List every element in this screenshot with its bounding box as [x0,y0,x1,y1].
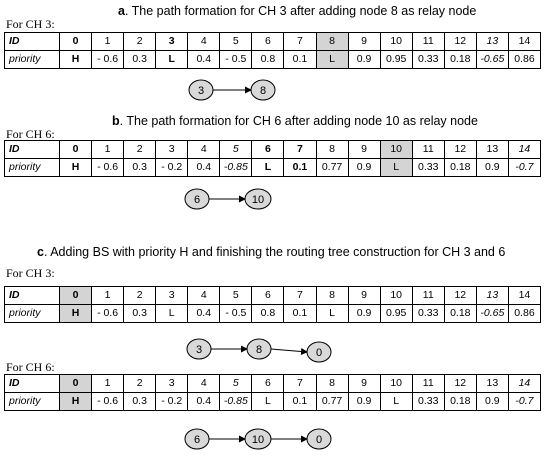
priority-cell: L [156,51,188,69]
priority-header: priority [5,305,60,323]
id-cell: 7 [284,141,316,159]
id-cell: 14 [508,287,540,305]
path-diagram [0,334,550,364]
priority-table [4,140,541,177]
path-node-label: 10 [251,194,265,206]
id-cell: 10 [380,375,412,393]
id-cell: 14 [508,141,540,159]
id-cell: 12 [444,33,476,51]
priority-cell: 0.4 [188,393,220,411]
id-cell: 12 [444,375,476,393]
priority-cell: 0.1 [284,393,316,411]
id-cell: 12 [444,141,476,159]
priority-cell: 0.33 [412,305,444,323]
id-header: ID [5,33,60,51]
priority-cell: 0.33 [412,159,444,177]
path-node-label: 8 [259,85,267,97]
priority-cell: 0.1 [284,305,316,323]
priority-cell: 0.1 [284,159,316,177]
priority-cell: - 0.5 [220,51,252,69]
id-cell: 0 [60,375,92,393]
id-cell: 13 [476,33,508,51]
priority-cell: -0.85 [220,159,252,177]
path-node-label: 3 [195,344,203,356]
priority-cell: L [252,393,284,411]
path-node-label: 6 [193,434,201,446]
priority-cell: 0.95 [380,51,412,69]
id-cell: 1 [92,375,124,393]
path-node-label: 8 [255,344,263,356]
priority-cell: 0.18 [444,51,476,69]
ch-label: For CH 3: [6,17,55,31]
priority-cell: 0.8 [252,51,284,69]
priority-cell: - 0.5 [220,305,252,323]
id-header: ID [5,375,60,393]
id-cell: 1 [92,287,124,305]
id-cell: 4 [188,375,220,393]
priority-cell: -0.65 [476,305,508,323]
id-cell: 3 [156,33,188,51]
priority-cell: 0.1 [284,51,316,69]
path-node-label: 10 [251,434,265,446]
id-cell: 9 [348,141,380,159]
path-diagram [0,75,550,105]
path-arrow [271,349,307,352]
priority-cell: 0.9 [348,305,380,323]
priority-table [4,32,541,69]
id-cell: 14 [508,375,540,393]
id-cell: 4 [188,287,220,305]
id-cell: 14 [508,33,540,51]
caption-a: a. The path formation for CH 3 after adding node 8 as relay node [118,4,477,18]
id-cell: 0 [60,141,92,159]
id-cell: 1 [92,141,124,159]
id-cell: 10 [380,141,412,159]
id-cell: 7 [284,33,316,51]
id-cell: 9 [348,375,380,393]
id-cell: 2 [124,287,156,305]
id-cell: 5 [220,141,252,159]
ch-label: For CH 6: [6,360,55,374]
priority-cell: 0.9 [476,393,508,411]
priority-cell: 0.18 [444,159,476,177]
priority-header: priority [5,393,60,411]
id-cell: 3 [156,375,188,393]
priority-cell: -0.7 [508,393,540,411]
id-cell: 9 [348,33,380,51]
priority-cell: H [60,159,92,177]
id-cell: 13 [476,141,508,159]
id-header: ID [5,141,60,159]
priority-cell: 0.77 [316,159,348,177]
priority-cell: 0.3 [124,305,156,323]
priority-cell: L [156,305,188,323]
id-cell: 10 [380,287,412,305]
id-cell: 4 [188,141,220,159]
path-node-label: 6 [193,194,201,206]
id-cell: 6 [252,375,284,393]
id-cell: 8 [316,33,348,51]
priority-cell: 0.95 [380,305,412,323]
id-cell: 8 [316,375,348,393]
caption-c: c. Adding BS with priority H and finishing the routing tree construction for CH 3 and 6 [37,245,506,259]
priority-cell: 0.4 [188,51,220,69]
id-cell: 12 [444,287,476,305]
priority-cell: 0.9 [476,159,508,177]
id-cell: 9 [348,287,380,305]
priority-cell: - 0.6 [92,305,124,323]
priority-cell: L [380,393,412,411]
id-cell: 2 [124,33,156,51]
id-cell: 2 [124,375,156,393]
priority-cell: 0.33 [412,393,444,411]
id-cell: 11 [412,141,444,159]
id-cell: 5 [220,33,252,51]
priority-cell: 0.8 [252,305,284,323]
priority-cell: L [316,305,348,323]
priority-cell: H [60,51,92,69]
priority-cell: 0.9 [348,393,380,411]
priority-cell: 0.3 [124,51,156,69]
priority-cell: 0.18 [444,305,476,323]
id-cell: 1 [92,33,124,51]
priority-header: priority [5,51,60,69]
id-cell: 13 [476,287,508,305]
id-cell: 6 [252,33,284,51]
id-cell: 0 [60,33,92,51]
path-node-label: 0 [315,347,323,359]
priority-cell: -0.85 [220,393,252,411]
priority-cell: -0.65 [476,51,508,69]
path-node-label: 3 [197,85,205,97]
priority-cell: 0.18 [444,393,476,411]
id-cell: 10 [380,33,412,51]
ch-label: For CH 6: [6,127,55,141]
id-cell: 5 [220,287,252,305]
id-cell: 11 [412,33,444,51]
ch-label: For CH 3: [6,266,55,280]
caption-b: b. The path formation for CH 6 after adding node 10 as relay node [112,114,478,128]
id-cell: 7 [284,375,316,393]
priority-cell: 0.86 [508,51,540,69]
priority-cell: H [60,305,92,323]
id-cell: 13 [476,375,508,393]
id-cell: 8 [316,287,348,305]
priority-cell: 0.86 [508,305,540,323]
priority-cell: 0.3 [124,159,156,177]
id-header: ID [5,287,60,305]
priority-cell: 0.4 [188,305,220,323]
priority-cell: 0.4 [188,159,220,177]
id-cell: 2 [124,141,156,159]
priority-cell: -0.7 [508,159,540,177]
priority-table [4,374,541,411]
priority-cell: - 0.2 [156,393,188,411]
priority-header: priority [5,159,60,177]
id-cell: 7 [284,287,316,305]
priority-cell: L [380,159,412,177]
priority-cell: - 0.2 [156,159,188,177]
priority-cell: H [60,393,92,411]
id-cell: 3 [156,287,188,305]
priority-cell: - 0.6 [92,159,124,177]
path-diagram [0,424,550,454]
priority-cell: 0.9 [348,51,380,69]
priority-table [4,286,541,323]
id-cell: 6 [252,287,284,305]
id-cell: 6 [252,141,284,159]
priority-cell: - 0.6 [92,393,124,411]
priority-cell: 0.77 [316,393,348,411]
priority-cell: L [252,159,284,177]
id-cell: 4 [188,33,220,51]
id-cell: 11 [412,375,444,393]
priority-cell: 0.3 [124,393,156,411]
path-diagram [0,184,550,214]
id-cell: 0 [60,287,92,305]
id-cell: 5 [220,375,252,393]
path-node-label: 0 [315,434,323,446]
priority-cell: 0.9 [348,159,380,177]
id-cell: 11 [412,287,444,305]
priority-cell: - 0.6 [92,51,124,69]
priority-cell: 0.33 [412,51,444,69]
id-cell: 3 [156,141,188,159]
priority-cell: L [316,51,348,69]
id-cell: 8 [316,141,348,159]
